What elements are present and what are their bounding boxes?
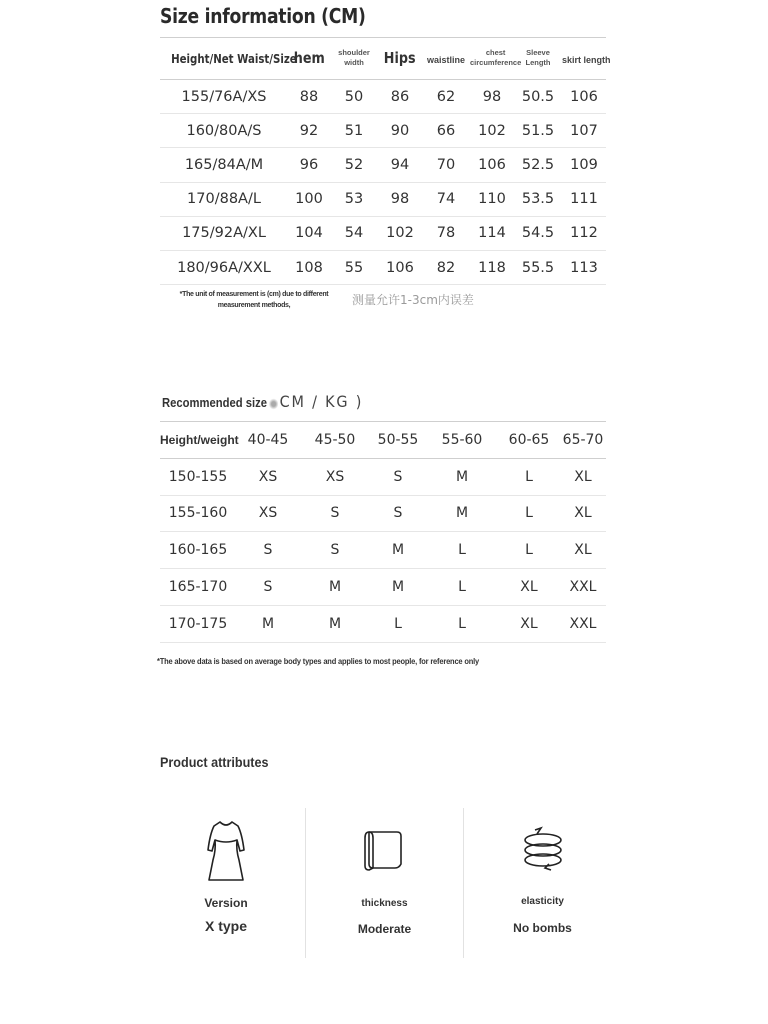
- rec-table-row: [160, 605, 606, 642]
- size-cell-value: 102: [478, 122, 506, 139]
- rec-header-weight: 60-65: [508, 431, 550, 448]
- rec-table-row: [160, 532, 606, 569]
- rec-header-weight: 50-55: [377, 431, 419, 448]
- size-cell-label: 180/96A/XXL: [177, 259, 271, 276]
- rec-table-row: [160, 569, 606, 606]
- size-cell-value: 66: [436, 122, 456, 139]
- size-cell-value: 52.5: [521, 156, 555, 173]
- rec-table-row: [160, 458, 606, 495]
- recommended-table: [160, 421, 606, 643]
- size-cell-value: 111: [570, 191, 598, 208]
- rec-header-weight: 55-60: [441, 431, 483, 448]
- rec-cell-size: M: [391, 579, 405, 596]
- size-table-row: [160, 114, 606, 148]
- fabric-roll-icon: [363, 828, 407, 877]
- rec-cell-size: M: [328, 615, 342, 632]
- recommended-table-header: [160, 422, 606, 459]
- size-table-header: [160, 38, 606, 80]
- size-cell-value: 92: [299, 122, 319, 139]
- size-note: *The unit of measurement is (cm) due to different measurement methods,: [179, 291, 329, 309]
- recommended-note: *The above data is based on average body types and applies to most people, for reference only: [157, 656, 479, 666]
- attribute-elasticity: [463, 808, 621, 958]
- rec-table-row: [160, 495, 606, 532]
- size-cell-value: 104: [295, 225, 323, 242]
- size-cell-value: 110: [478, 191, 506, 208]
- dress-icon: [206, 820, 246, 887]
- header-size: Height/Net Waist/Size: [171, 51, 297, 66]
- size-cell-value: 118: [478, 259, 506, 276]
- size-cell-label: 175/92A/XL: [182, 225, 266, 242]
- rec-cell-height: 155-160: [168, 505, 228, 522]
- rec-cell-height: 160-165: [168, 542, 228, 559]
- rec-cell-size: XS: [258, 505, 278, 522]
- attribute-value: X type: [204, 918, 247, 934]
- size-cell-value: 51: [344, 122, 364, 139]
- header-hem: hem: [293, 49, 325, 67]
- size-cell-value: 50: [344, 88, 364, 105]
- size-cell-value: 90: [390, 122, 410, 139]
- rec-cell-size: XL: [520, 615, 538, 632]
- rec-cell-size: L: [525, 542, 533, 559]
- rec-cell-size: L: [458, 542, 466, 559]
- header-shoulder: shoulder width: [338, 47, 370, 67]
- size-table-row: [160, 148, 606, 182]
- size-note-cn: 测量允许1-3cm内误差: [352, 293, 474, 307]
- size-cell-value: 109: [570, 156, 598, 173]
- size-cell-value: 53: [344, 191, 364, 208]
- header-chest: chest circumference: [470, 47, 522, 67]
- size-cell-value: 78: [436, 225, 456, 242]
- attribute-name: elasticity: [521, 896, 564, 907]
- rec-header-weight: 65-70: [562, 431, 604, 448]
- rec-cell-size: XL: [520, 579, 538, 596]
- stretch-rings-icon: [521, 826, 565, 877]
- size-cell-value: 98: [482, 88, 502, 105]
- rec-cell-size: L: [458, 615, 466, 632]
- rec-cell-size: M: [391, 542, 405, 559]
- rec-cell-size: S: [393, 505, 403, 522]
- header-hips: Hips: [384, 49, 416, 67]
- rec-cell-size: XS: [325, 468, 345, 485]
- attributes-title: Product attributes: [160, 754, 269, 770]
- size-table-row: [160, 216, 606, 250]
- recommended-title-text: Recommended size: [162, 396, 268, 410]
- size-table: [160, 37, 611, 285]
- rec-cell-size: XL: [574, 468, 592, 485]
- rec-cell-size: S: [330, 505, 340, 522]
- size-cell-value: 106: [570, 88, 598, 105]
- size-cell-value: 98: [390, 191, 410, 208]
- rec-header-weight: 40-45: [247, 431, 289, 448]
- size-cell-value: 82: [436, 259, 456, 276]
- size-cell-value: 94: [390, 156, 410, 173]
- size-cell-value: 108: [295, 259, 323, 276]
- header-skirt-length: skirt length: [562, 54, 611, 65]
- cropped-text-fragment: [210, 1020, 240, 1024]
- attribute-name: thickness: [361, 898, 408, 909]
- size-cell-label: 155/76A/XS: [181, 88, 267, 105]
- rec-cell-size: S: [393, 468, 403, 485]
- rec-cell-size: M: [328, 579, 342, 596]
- size-cell-value: 55.5: [521, 259, 555, 276]
- rec-cell-size: L: [525, 468, 533, 485]
- size-table-row: [160, 182, 606, 216]
- size-table-row: [160, 80, 606, 114]
- rec-cell-size: M: [261, 615, 275, 632]
- rec-cell-size: XXL: [569, 615, 597, 632]
- rec-cell-size: L: [394, 615, 402, 632]
- header-sleeve: Sleeve Length: [525, 47, 551, 67]
- rec-cell-size: M: [455, 505, 469, 522]
- recommended-title: [162, 392, 363, 411]
- recommended-unit: CM / KG ): [279, 392, 364, 411]
- size-cell-value: 52: [344, 156, 364, 173]
- size-table-row: [160, 250, 606, 284]
- rec-cell-height: 150-155: [168, 468, 228, 485]
- size-cell-value: 55: [344, 259, 364, 276]
- size-cell-value: 74: [436, 191, 456, 208]
- size-cell-value: 62: [436, 88, 456, 105]
- rec-cell-size: XS: [258, 468, 278, 485]
- size-cell-value: 113: [570, 259, 598, 276]
- attribute-name: Version: [204, 896, 248, 910]
- rec-cell-height: 170-175: [168, 615, 228, 632]
- size-cell-value: 96: [299, 156, 319, 173]
- size-cell-value: 88: [299, 88, 319, 105]
- size-cell-value: 100: [295, 191, 323, 208]
- rec-cell-size: XL: [574, 505, 592, 522]
- attribute-thickness: [305, 808, 463, 958]
- size-cell-value: 54: [344, 225, 364, 242]
- attribute-value: No bombs: [513, 921, 572, 935]
- rec-header-weight: 45-50: [314, 431, 356, 448]
- rec-header-label: Height/weight: [160, 432, 239, 447]
- rec-cell-size: S: [263, 579, 273, 596]
- size-cell-value: 112: [570, 225, 598, 242]
- size-cell-value: 54.5: [521, 225, 555, 242]
- rec-cell-size: L: [525, 505, 533, 522]
- size-cell-label: 170/88A/L: [187, 191, 261, 208]
- attribute-version: [147, 808, 305, 958]
- rec-cell-height: 165-170: [168, 579, 228, 596]
- rec-cell-size: L: [458, 579, 466, 596]
- size-cell-value: 53.5: [521, 191, 555, 208]
- size-cell-value: 107: [570, 122, 598, 139]
- rec-cell-size: S: [263, 542, 273, 559]
- size-cell-value: 51.5: [521, 122, 555, 139]
- size-cell-label: 160/80A/S: [186, 122, 262, 139]
- rec-cell-size: XL: [574, 542, 592, 559]
- paren-glyph-icon: [269, 398, 278, 410]
- attribute-value: Moderate: [357, 922, 412, 936]
- size-cell-value: 106: [478, 156, 506, 173]
- rec-cell-size: M: [455, 468, 469, 485]
- size-cell-value: 102: [386, 225, 414, 242]
- rec-cell-size: S: [330, 542, 340, 559]
- size-cell-value: 50.5: [521, 88, 555, 105]
- rec-cell-size: XXL: [569, 579, 597, 596]
- size-cell-value: 70: [436, 156, 456, 173]
- header-waistline: waistline: [426, 54, 465, 65]
- size-cell-value: 106: [386, 259, 414, 276]
- size-info-title: Size information (CM): [160, 4, 366, 28]
- size-cell-value: 114: [478, 225, 506, 242]
- size-cell-label: 165/84A/M: [184, 156, 264, 173]
- size-cell-value: 86: [390, 88, 410, 105]
